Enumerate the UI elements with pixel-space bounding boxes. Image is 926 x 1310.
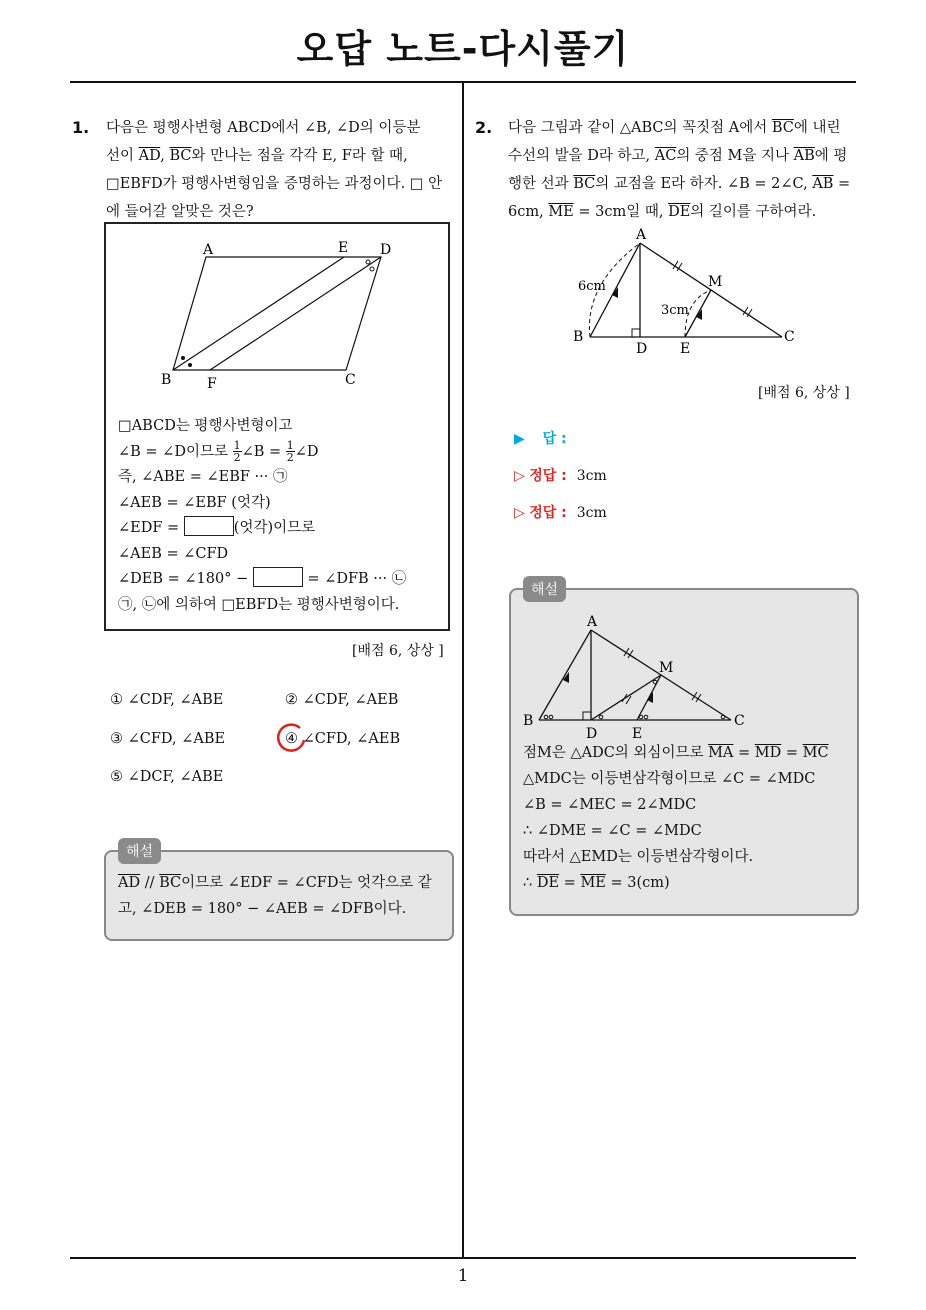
label-D: D [380,242,392,258]
q2-correct_value_1-text: 3cm [576,468,607,484]
question-1-solution-tag: 해설 [118,838,161,864]
q1-proof-frac_den-text: 2 [286,451,294,464]
q1-choices-3-mark-text: ④ [285,731,298,747]
question-1-score: [배점 6, 상상 ] [352,643,444,659]
answer-row [514,428,567,448]
q1-choices-4-mark-text: ⑤ [110,769,123,785]
question-1-text [106,114,456,226]
label-A: A [636,227,647,243]
q1-text-3-pre-text: 에 들어갈 알맞은 것은? [106,204,254,220]
q2-solution-l1ol1-text: $\overline{MA}$ [708,745,734,761]
proof-line-8: ㉠, ㉡에 의하여 □EBFD는 평행사변형이다. [118,596,400,613]
answer-blank-2 [253,567,303,587]
q2-text-l2ol2-text: $\overline{AB}$ [793,148,815,164]
choice-3[interactable] [110,731,225,747]
label-C: C [784,329,795,345]
label-F: F [207,376,217,392]
label-B: B [573,329,584,345]
q2-solution-l6a-text: ∴ [523,875,537,891]
q2-correct_label_1-text: 정답 : [529,468,567,484]
question-1-number: 1. [72,118,90,137]
q2-text-l3a-text: 행한 선과 [508,176,574,192]
q2-solution-l6b-text: = 3(cm) [605,875,670,891]
label-C: C [345,372,356,388]
q1-choices-2-mark-text: ③ [110,731,123,747]
column-divider [462,83,464,1258]
question-2-line-2 [508,142,858,170]
q1-proof-l2a-text: ∠B = ∠D이므로 [118,443,233,460]
proof-line-4: ∠AEB = ∠EBF (엇각) [118,494,271,511]
proof-line-2 [118,440,406,466]
q2-answer_label-text: 답 : [542,431,567,447]
question-2-line-3 [508,170,858,198]
choice-2[interactable] [285,692,398,708]
q2-text-l2b-text: 의 중점 M을 지나 [676,148,794,164]
q2-text-l2a-text: 수선의 발을 D라 하고, [508,148,655,164]
q1-choices-0-mark-text: ① [110,692,123,708]
label-D: D [636,341,648,357]
q1-proof-l2b-text: ∠B = [241,443,286,460]
question-1-solution-text [118,870,444,922]
proof-box [104,222,450,631]
q2-solution-l6eq-text: = [559,875,581,891]
choice-1[interactable] [110,692,223,708]
q2-text-l3c-text: = [833,176,851,192]
proof-line-5 [118,516,406,542]
q1-proof-l7b-text: = ∠DFB ··· ㉡ [302,571,407,587]
page-title: 오답 노트-다시풀기 [296,27,630,71]
proof-line-1: □ABCD는 평행사변형이고 [118,418,293,434]
answer-blank-1 [184,516,234,536]
proof-line-3: 즉, ∠ABE = ∠EBF ··· ㉠ [118,469,288,485]
q2-text-l4ol-text: $\overline{ME}$ [548,204,574,220]
correct-answer-row-1 [514,465,607,485]
label-C: C [734,713,745,729]
q1-text-2-pre-text: □EBFD가 평행사변형임을 증명하는 과정이다. □ 안 [106,176,443,192]
correct-answer-row-2 [514,502,607,522]
q1-proof-l5b-text: (엇각)이므로 [233,520,316,536]
label-M: M [659,660,674,676]
q2-text-l3b-text: 의 교점을 E라 하자. ∠B = 2∠C, [595,176,813,192]
q2-text-l3ol2-text: $\overline{AB}$ [812,176,834,192]
q1-solution-line2-text: 고, ∠DEB = 180° − ∠AEB = ∠DFB이다. [118,901,407,917]
q2-solution-l1eq-text: = [733,745,755,761]
q2-text-l1ol-text: $\overline{BC}$ [771,120,794,136]
question-2-score: [배점 6, 상상 ] [758,385,850,401]
q1-proof-frac_num-text: 1 [286,439,294,452]
proof-line-7 [118,567,406,593]
label-B: B [523,713,534,729]
proof-line-6: ∠AEB = ∠CFD [118,545,229,562]
question-1-line-2 [106,142,456,170]
q2-text-l2ol-text: $\overline{AC}$ [654,148,677,164]
q1-solution-ol1-text: $\overline{AD}$ [118,875,141,891]
footer-rule [70,1257,856,1259]
q2-solution-l3-text: ∠B = ∠MEC = 2∠MDC [523,797,697,813]
outline-play-icon: ▷ [514,468,525,484]
q1-choices-1-text-text: ∠CDF, ∠AEB [302,692,399,708]
question-2-number: 2. [475,118,493,137]
q1-solution-sep-text: // [140,875,160,891]
q1-text-1-pre-text: 선이 [106,148,139,164]
q2-correct_label_2-text: 정답 : [529,505,567,521]
q1-choices-2-text-text: ∠CFD, ∠ABE [127,731,226,747]
q2-text-l1a-text: 다음 그림과 같이 △ABC의 꼭짓점 A에서 [508,120,772,136]
label-E: E [338,240,349,256]
play-icon: ▶ [514,431,525,447]
q2-text-l1b-text: 에 내린 [793,120,841,136]
choice-5[interactable] [110,769,223,785]
question-2-solution-box [509,588,859,916]
q1-text-1-mid-text: , [160,148,170,164]
triangle-figure [560,225,810,360]
length-me: 3cm [661,303,689,318]
q2-solution-l2-text: △MDC는 이등변삼각형이므로 ∠C = ∠MDC [523,771,816,787]
q2-solution-l1eq2-text: = [781,745,803,761]
q2-text-l4ol2-text: $\overline{DE}$ [668,204,691,220]
question-2-line-4 [508,198,858,226]
q2-solution-l4-text: ∴ ∠DME = ∠C = ∠MDC [523,823,702,839]
q1-proof-l7a-text: ∠DEB = ∠180° − [118,571,253,587]
label-B: B [161,372,172,388]
q2-solution-l5-text: 따라서 △EMD는 이등변삼각형이다. [523,849,754,865]
label-E: E [632,726,643,742]
fraction-half [286,440,295,463]
q2-solution-l1ol3-text: $\overline{MC}$ [802,745,829,761]
length-ab: 6cm [578,279,606,294]
label-A: A [587,614,598,630]
q2-text-l4c-text: 의 길이를 구하여라. [690,204,817,220]
question-2-solution-text [523,740,849,896]
q2-text-l3ol-text: $\overline{BC}$ [573,176,596,192]
label-M: M [708,274,723,290]
label-E: E [680,341,691,357]
q1-text-1-ol1-text: $\overline{AD}$ [138,148,161,164]
page-number: 1 [457,1266,469,1286]
q2-text-l4a-text: 6cm, [508,204,549,220]
q1-proof-frac_den-text: 2 [233,451,241,464]
q1-solution-ol2-text: $\overline{BC}$ [159,875,182,891]
solution-triangle-figure [511,604,857,754]
label-A: A [203,242,214,258]
q2-correct_value_2-text: 3cm [576,505,607,521]
q1-solution-line1-text: 이므로 ∠EDF = ∠CFD는 엇각으로 같 [181,875,432,891]
proof-lines [118,414,406,618]
q2-text-l4b-text: = 3cm일 때, [573,204,669,220]
q1-text-0-pre-text: 다음은 평행사변형 ABCD에서 ∠B, ∠D의 이등분 [106,120,421,136]
label-D: D [586,726,598,742]
q1-choices-0-text-text: ∠CDF, ∠ABE [127,692,224,708]
fraction-half [233,440,242,463]
q2-solution-l6ol2-text: $\overline{ME}$ [580,875,606,891]
q1-text-1-ol2-text: $\overline{BC}$ [169,148,192,164]
question-2-solution-tag: 해설 [523,576,566,602]
parallelogram-figure [106,224,448,404]
q1-choices-4-text-text: ∠DCF, ∠ABE [127,769,224,785]
question-2-line-1 [508,114,858,142]
q1-proof-l2c-text: ∠D [294,443,319,460]
q2-solution-l6ol1-text: $\overline{DE}$ [536,875,560,891]
selected-answer-circle-icon [274,722,308,756]
q1-choices-1-mark-text: ② [285,692,298,708]
question-1-line-3 [106,170,456,198]
q1-proof-frac_num-text: 1 [233,439,241,452]
q2-solution-l1a-text: 점M은 △ADC의 외심이므로 [523,745,709,761]
question-2-text [508,114,858,226]
outline-play-icon: ▷ [514,505,525,521]
q2-text-l2c-text: 에 평 [814,148,848,164]
question-1-line-1 [106,114,456,142]
q2-solution-l1ol2-text: $\overline{MD}$ [754,745,782,761]
q1-choices-3-text-text: ∠CFD, ∠AEB [302,731,401,747]
q1-text-1-post-text: 와 만나는 점을 각각 E, F라 할 때, [191,148,408,164]
q1-proof-l5a-text: ∠EDF = [118,520,184,536]
